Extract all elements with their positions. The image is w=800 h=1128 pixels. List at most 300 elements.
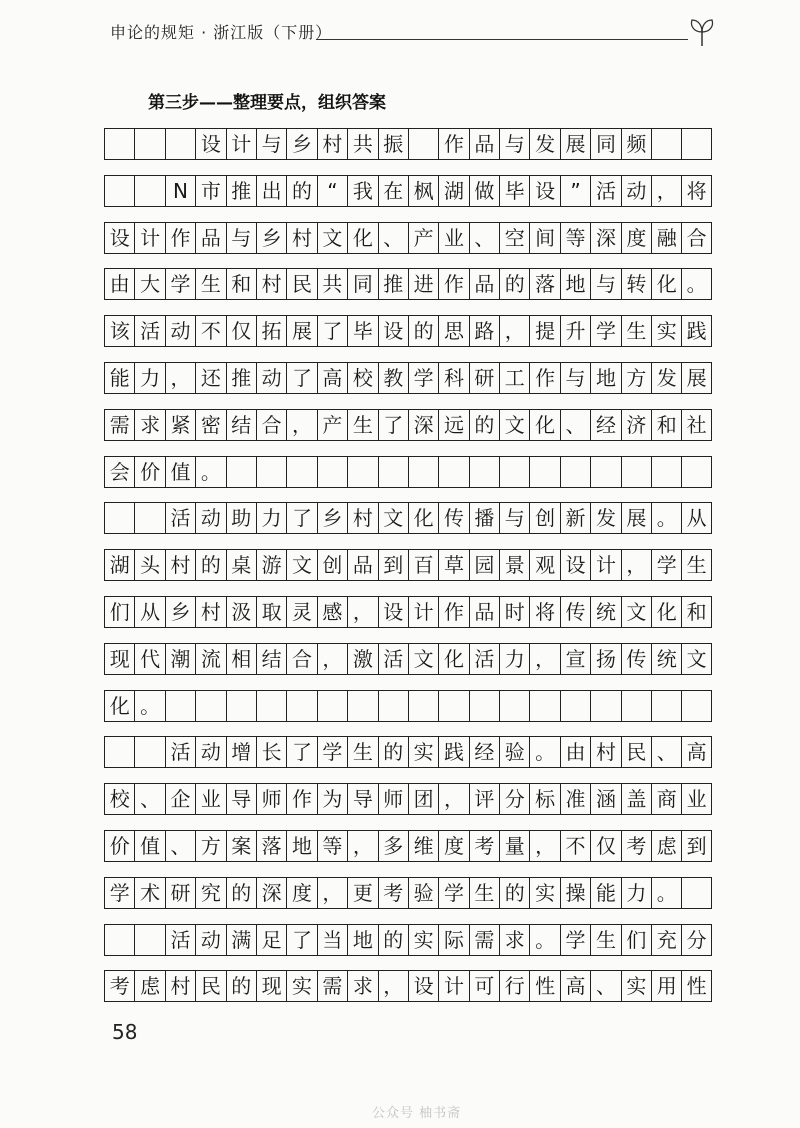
grid-cell: 学 <box>317 736 347 768</box>
grid-cell: 生 <box>590 924 620 956</box>
grid-cell: 展 <box>621 502 651 534</box>
grid-cell: 生 <box>621 315 651 347</box>
grid-cell <box>651 128 681 160</box>
grid-cell: ， <box>529 643 559 675</box>
grid-row <box>104 736 712 768</box>
grid-cell: 地 <box>347 924 377 956</box>
grid-cell: 进 <box>408 268 438 300</box>
grid-cell: 活 <box>469 643 499 675</box>
grid-cell: 路 <box>469 315 499 347</box>
grid-row <box>104 409 712 441</box>
grid-cell: 大 <box>134 268 164 300</box>
grid-cell: 究 <box>195 877 225 909</box>
grid-cell: 计 <box>226 128 256 160</box>
grid-cell: 品 <box>469 268 499 300</box>
grid-cell: 业 <box>438 222 468 254</box>
grid-cell: 的 <box>408 315 438 347</box>
grid-cell: 拓 <box>256 315 286 347</box>
grid-cell <box>681 877 711 909</box>
grid-cell: 和 <box>226 268 256 300</box>
grid-cell: 性 <box>681 970 711 1002</box>
grid-cell: 力 <box>499 643 529 675</box>
grid-cell: 由 <box>560 736 590 768</box>
grid-cell: 实 <box>621 970 651 1002</box>
grid-cell: 、 <box>590 970 620 1002</box>
grid-cell: 该 <box>104 315 134 347</box>
grid-cell: 融 <box>651 222 681 254</box>
grid-cell: 度 <box>286 877 316 909</box>
grid-cell <box>317 690 347 722</box>
grid-cell: 文 <box>408 643 438 675</box>
grid-cell: 空 <box>499 222 529 254</box>
grid-cell: 湖 <box>104 549 134 581</box>
grid-cell: 合 <box>681 222 711 254</box>
grid-cell: 升 <box>560 315 590 347</box>
grid-cell: 与 <box>256 128 286 160</box>
grid-cell: ， <box>378 970 408 1002</box>
grid-cell: N <box>165 175 195 207</box>
grid-cell: 文 <box>621 596 651 628</box>
grid-cell: 作 <box>529 362 559 394</box>
grid-cell: 市 <box>195 175 225 207</box>
grid-cell: 考 <box>621 830 651 862</box>
grid-cell: 合 <box>286 643 316 675</box>
grid-cell: 求 <box>499 924 529 956</box>
grid-cell <box>681 690 711 722</box>
grid-cell: 验 <box>499 736 529 768</box>
grid-cell: 力 <box>621 877 651 909</box>
grid-cell: ， <box>317 643 347 675</box>
grid-row <box>104 175 712 207</box>
grid-cell: 现 <box>256 970 286 1002</box>
grid-cell: 化 <box>651 596 681 628</box>
grid-cell: 盖 <box>621 783 651 815</box>
grid-cell: 展 <box>286 315 316 347</box>
grid-cell: 足 <box>256 924 286 956</box>
grid-cell: 代 <box>134 643 164 675</box>
grid-cell: 高 <box>317 362 347 394</box>
grid-cell: 乡 <box>286 128 316 160</box>
grid-cell: 活 <box>134 315 164 347</box>
grid-cell: 毕 <box>347 315 377 347</box>
grid-cell <box>438 690 468 722</box>
grid-cell <box>256 690 286 722</box>
grid-cell <box>469 456 499 488</box>
grid-cell: 化 <box>104 690 134 722</box>
grid-cell: 能 <box>104 362 134 394</box>
grid-cell: 文 <box>499 409 529 441</box>
grid-cell: 播 <box>469 502 499 534</box>
grid-cell: 、 <box>651 736 681 768</box>
grid-cell: 在 <box>378 175 408 207</box>
grid-cell <box>104 736 134 768</box>
grid-cell: 方 <box>195 830 225 862</box>
grid-cell: 取 <box>256 596 286 628</box>
grid-cell: 品 <box>195 222 225 254</box>
grid-cell: 需 <box>104 409 134 441</box>
grid-cell: 地 <box>560 268 590 300</box>
grid-cell: 了 <box>286 736 316 768</box>
grid-cell: 需 <box>317 970 347 1002</box>
grid-cell: ， <box>286 409 316 441</box>
grid-cell: 动 <box>195 736 225 768</box>
grid-cell: 的 <box>226 970 256 1002</box>
grid-cell: 了 <box>286 502 316 534</box>
grid-cell: 创 <box>317 549 347 581</box>
grid-cell: 将 <box>529 596 559 628</box>
grid-cell: ” <box>560 175 590 207</box>
grid-cell: 践 <box>438 736 468 768</box>
grid-cell: 高 <box>681 736 711 768</box>
grid-cell: “ <box>317 175 347 207</box>
grid-cell <box>347 690 377 722</box>
grid-cell: 与 <box>226 222 256 254</box>
grid-cell: 仅 <box>590 830 620 862</box>
grid-cell: 桌 <box>226 549 256 581</box>
grid-cell: 量 <box>499 830 529 862</box>
grid-cell <box>408 456 438 488</box>
grid-cell: 新 <box>560 502 590 534</box>
grid-cell: 更 <box>347 877 377 909</box>
grid-cell: 的 <box>378 924 408 956</box>
grid-cell: 深 <box>256 877 286 909</box>
grid-cell <box>681 456 711 488</box>
grid-cell: 了 <box>317 315 347 347</box>
grid-cell: 学 <box>165 268 195 300</box>
grid-cell: 与 <box>499 128 529 160</box>
grid-cell: 动 <box>195 502 225 534</box>
grid-cell: 实 <box>651 315 681 347</box>
grid-cell <box>226 690 256 722</box>
grid-cell: 实 <box>286 970 316 1002</box>
grid-cell: 流 <box>195 643 225 675</box>
grid-cell: 作 <box>438 596 468 628</box>
grid-cell: 结 <box>256 643 286 675</box>
grid-cell: 结 <box>226 409 256 441</box>
grid-row <box>104 970 712 1002</box>
grid-cell: 做 <box>469 175 499 207</box>
grid-cell: 了 <box>286 924 316 956</box>
grid-cell: 灵 <box>286 596 316 628</box>
header-rule <box>316 39 688 40</box>
grid-cell: 。 <box>134 690 164 722</box>
grid-cell: 、 <box>378 222 408 254</box>
grid-cell: 。 <box>651 502 681 534</box>
grid-cell: 的 <box>195 549 225 581</box>
grid-cell: 设 <box>529 175 559 207</box>
grid-cell: 高 <box>560 970 590 1002</box>
grid-cell: 动 <box>165 315 195 347</box>
grid-cell: 可 <box>469 970 499 1002</box>
grid-cell <box>286 456 316 488</box>
grid-cell: 虑 <box>134 970 164 1002</box>
grid-cell: 等 <box>317 830 347 862</box>
grid-cell: 转 <box>621 268 651 300</box>
grid-cell: 的 <box>286 175 316 207</box>
grid-cell: 频 <box>621 128 651 160</box>
grid-cell: 的 <box>499 268 529 300</box>
grid-cell: 民 <box>621 736 651 768</box>
grid-cell <box>165 690 195 722</box>
grid-cell: 。 <box>681 268 711 300</box>
grid-cell: 提 <box>529 315 559 347</box>
grid-cell <box>499 690 529 722</box>
grid-cell: 化 <box>529 409 559 441</box>
grid-cell: 的 <box>469 409 499 441</box>
grid-cell: 深 <box>590 222 620 254</box>
grid-cell: 由 <box>104 268 134 300</box>
grid-cell: ， <box>621 549 651 581</box>
grid-cell: 文 <box>378 502 408 534</box>
grid-cell: 工 <box>499 362 529 394</box>
grid-cell: 的 <box>378 736 408 768</box>
grid-cell: 乡 <box>165 596 195 628</box>
grid-cell: 计 <box>438 970 468 1002</box>
grid-cell: 学 <box>651 549 681 581</box>
grid-cell: ， <box>347 596 377 628</box>
grid-cell: 枫 <box>408 175 438 207</box>
grid-cell: 落 <box>529 268 559 300</box>
grid-cell: 案 <box>226 830 256 862</box>
grid-cell <box>134 128 164 160</box>
grid-cell: 师 <box>378 783 408 815</box>
grid-cell: 能 <box>590 877 620 909</box>
grid-cell: 感 <box>317 596 347 628</box>
grid-cell: 维 <box>408 830 438 862</box>
grid-cell: 、 <box>134 783 164 815</box>
grid-cell: 的 <box>499 877 529 909</box>
grid-cell: 设 <box>560 549 590 581</box>
grid-cell <box>560 456 590 488</box>
grid-cell: ， <box>165 362 195 394</box>
grid-cell: 时 <box>499 596 529 628</box>
grid-cell: 了 <box>286 362 316 394</box>
grid-cell: 民 <box>195 970 225 1002</box>
grid-cell: 作 <box>286 783 316 815</box>
grid-cell: 间 <box>529 222 559 254</box>
grid-cell: ， <box>317 877 347 909</box>
grid-cell: 生 <box>347 409 377 441</box>
grid-cell <box>104 175 134 207</box>
grid-cell: 统 <box>651 643 681 675</box>
grid-cell: 动 <box>195 924 225 956</box>
grid-cell: 化 <box>347 222 377 254</box>
grid-cell: 村 <box>256 268 286 300</box>
grid-cell: 传 <box>621 643 651 675</box>
grid-cell: 教 <box>378 362 408 394</box>
grid-row <box>104 222 712 254</box>
grid-cell: 价 <box>134 456 164 488</box>
grid-cell: 导 <box>226 783 256 815</box>
grid-cell: 术 <box>134 877 164 909</box>
grid-cell: 发 <box>529 128 559 160</box>
grid-cell: 当 <box>317 924 347 956</box>
grid-cell: 行 <box>499 970 529 1002</box>
grid-cell: 地 <box>590 362 620 394</box>
grid-cell: 现 <box>104 643 134 675</box>
grid-cell: 了 <box>378 409 408 441</box>
grid-cell <box>621 690 651 722</box>
grid-cell: 设 <box>378 315 408 347</box>
grid-cell: 动 <box>256 362 286 394</box>
grid-row <box>104 268 712 300</box>
grid-cell <box>104 128 134 160</box>
grid-cell: 密 <box>195 409 225 441</box>
grid-cell: 会 <box>104 456 134 488</box>
grid-cell: 实 <box>408 736 438 768</box>
grid-cell: 乡 <box>317 502 347 534</box>
grid-cell: 化 <box>408 502 438 534</box>
grid-cell: 村 <box>165 549 195 581</box>
grid-cell <box>317 456 347 488</box>
grid-cell: 业 <box>195 783 225 815</box>
grid-cell: 思 <box>438 315 468 347</box>
grid-cell: 度 <box>621 222 651 254</box>
grid-cell: 践 <box>681 315 711 347</box>
sprout-icon <box>684 12 720 48</box>
grid-cell: 深 <box>408 409 438 441</box>
grid-cell <box>560 690 590 722</box>
watermark: 公众号 柚书斋 <box>372 1106 462 1121</box>
grid-cell: 村 <box>347 502 377 534</box>
grid-cell: 作 <box>165 222 195 254</box>
grid-cell: 传 <box>438 502 468 534</box>
grid-cell <box>469 690 499 722</box>
grid-row <box>104 783 712 815</box>
grid-cell: ， <box>529 830 559 862</box>
grid-cell: 潮 <box>165 643 195 675</box>
grid-cell <box>104 502 134 534</box>
grid-cell: 团 <box>408 783 438 815</box>
grid-cell: 和 <box>651 409 681 441</box>
grid-cell: 作 <box>438 268 468 300</box>
grid-row <box>104 924 712 956</box>
grid-cell: 化 <box>651 268 681 300</box>
grid-cell: 产 <box>408 222 438 254</box>
grid-cell: 生 <box>195 268 225 300</box>
grid-cell <box>590 456 620 488</box>
grid-cell: 分 <box>499 783 529 815</box>
grid-cell: 活 <box>590 175 620 207</box>
grid-cell: 游 <box>256 549 286 581</box>
grid-cell: 激 <box>347 643 377 675</box>
grid-cell: ， <box>499 315 529 347</box>
grid-cell: 际 <box>438 924 468 956</box>
grid-row <box>104 643 712 675</box>
grid-cell: 研 <box>165 877 195 909</box>
grid-cell: 活 <box>165 924 195 956</box>
grid-cell: 到 <box>681 830 711 862</box>
grid-cell: 、 <box>165 830 195 862</box>
grid-cell: 紧 <box>165 409 195 441</box>
grid-cell: 计 <box>408 596 438 628</box>
grid-cell: 经 <box>469 736 499 768</box>
grid-cell: 村 <box>590 736 620 768</box>
grid-cell: 分 <box>681 924 711 956</box>
grid-cell <box>529 456 559 488</box>
grid-cell: 仅 <box>226 315 256 347</box>
grid-cell <box>408 690 438 722</box>
grid-cell: 文 <box>681 643 711 675</box>
grid-cell: 园 <box>469 549 499 581</box>
grid-cell: 统 <box>590 596 620 628</box>
grid-cell <box>134 175 164 207</box>
grid-cell: 村 <box>195 596 225 628</box>
grid-row <box>104 690 712 722</box>
grid-cell: 济 <box>621 409 651 441</box>
grid-cell: 展 <box>681 362 711 394</box>
grid-cell: 毕 <box>499 175 529 207</box>
grid-cell <box>590 690 620 722</box>
grid-cell <box>499 456 529 488</box>
grid-cell: ， <box>347 830 377 862</box>
grid-row <box>104 830 712 862</box>
grid-cell: 计 <box>590 549 620 581</box>
grid-cell: 考 <box>104 970 134 1002</box>
grid-cell: 业 <box>681 783 711 815</box>
grid-cell <box>621 456 651 488</box>
grid-cell <box>165 128 195 160</box>
grid-cell <box>651 456 681 488</box>
grid-row <box>104 549 712 581</box>
grid-cell: 。 <box>651 877 681 909</box>
grid-cell: 观 <box>529 549 559 581</box>
grid-cell <box>256 456 286 488</box>
grid-cell: 标 <box>529 783 559 815</box>
grid-cell <box>681 128 711 160</box>
grid-cell: 经 <box>590 409 620 441</box>
grid-cell: 湖 <box>438 175 468 207</box>
grid-row <box>104 362 712 394</box>
grid-cell <box>134 502 164 534</box>
grid-cell <box>195 690 225 722</box>
grid-cell: 学 <box>560 924 590 956</box>
grid-cell: 扬 <box>590 643 620 675</box>
grid-cell: 从 <box>134 596 164 628</box>
grid-cell: 考 <box>378 877 408 909</box>
grid-cell: 研 <box>469 362 499 394</box>
grid-cell: 作 <box>438 128 468 160</box>
grid-cell: 等 <box>560 222 590 254</box>
grid-cell: 振 <box>378 128 408 160</box>
grid-row <box>104 128 712 160</box>
grid-cell: 为 <box>317 783 347 815</box>
grid-cell: 值 <box>165 456 195 488</box>
grid-cell: 活 <box>165 502 195 534</box>
grid-cell: 。 <box>195 456 225 488</box>
grid-cell: 活 <box>378 643 408 675</box>
grid-row <box>104 877 712 909</box>
grid-cell: 性 <box>529 970 559 1002</box>
grid-cell: 不 <box>195 315 225 347</box>
grid-cell: 设 <box>195 128 225 160</box>
grid-cell <box>378 690 408 722</box>
grid-cell: 商 <box>651 783 681 815</box>
grid-cell: 景 <box>499 549 529 581</box>
grid-cell: 合 <box>256 409 286 441</box>
grid-cell: 学 <box>438 877 468 909</box>
grid-cell: 出 <box>256 175 286 207</box>
grid-cell: 发 <box>590 502 620 534</box>
grid-cell: 科 <box>438 362 468 394</box>
grid-cell: 求 <box>134 409 164 441</box>
section-heading: 第三步——整理要点，组织答案 <box>148 93 386 113</box>
grid-cell: 虑 <box>651 830 681 862</box>
grid-row <box>104 596 712 628</box>
grid-cell: 化 <box>438 643 468 675</box>
grid-cell <box>104 924 134 956</box>
grid-cell: 力 <box>134 362 164 394</box>
